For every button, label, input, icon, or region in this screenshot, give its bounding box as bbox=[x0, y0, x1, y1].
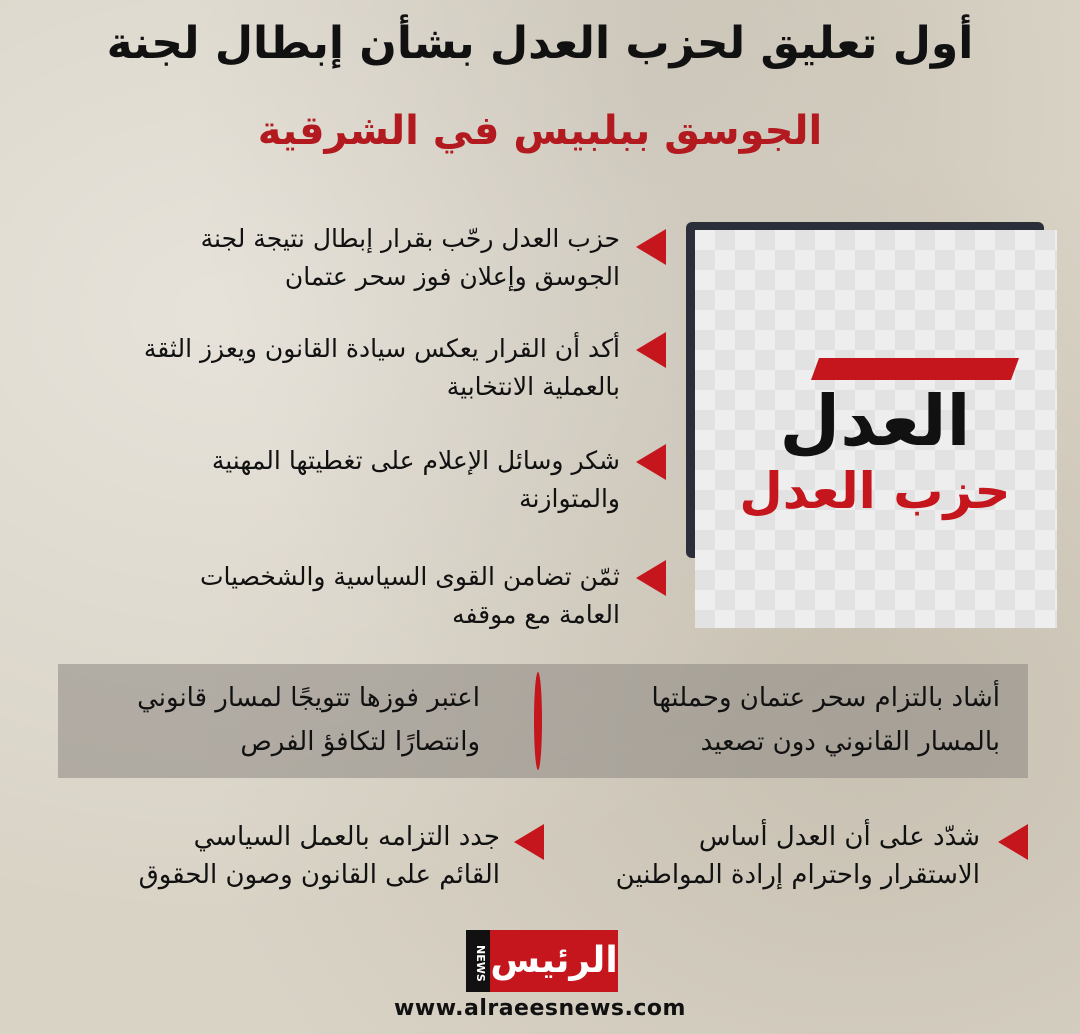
bullet-item bbox=[40, 442, 620, 518]
band-line: وانتصارًا لتكافؤ الفرص bbox=[240, 727, 480, 757]
bullet-line: شكر وسائل الإعلام على تغطيتها المهنية bbox=[211, 446, 620, 475]
bullet-line: ثمّن تضامن القوى السياسية والشخصيات bbox=[200, 562, 620, 591]
bullet-line: الجوسق وإعلان فوز سحر عتمان bbox=[284, 262, 620, 291]
bullet-arrow-icon bbox=[998, 824, 1028, 860]
bullet-item bbox=[560, 818, 980, 894]
bullet-arrow-icon bbox=[636, 332, 666, 368]
website-url: www.alraeesnews.com bbox=[394, 996, 686, 1021]
logo-party-name: حزب العدل bbox=[739, 462, 1011, 520]
band-divider bbox=[534, 672, 542, 770]
band-line: أشاد بالتزام سحر عتمان وحملتها bbox=[651, 683, 1000, 713]
bullet-item bbox=[40, 818, 500, 894]
bullet-arrow-icon bbox=[636, 229, 666, 265]
bullet-item bbox=[40, 220, 620, 296]
party-logo bbox=[695, 230, 1057, 628]
bullet-arrow-icon bbox=[636, 444, 666, 480]
bullet-line: القائم على القانون وصون الحقوق bbox=[138, 860, 500, 890]
band-line: بالمسار القانوني دون تصعيد bbox=[700, 727, 1000, 757]
band-left-text bbox=[70, 676, 480, 764]
brand-news-label: NEWS bbox=[474, 945, 487, 982]
page-subtitle: الجوسق ببلبيس في الشرقية bbox=[257, 108, 823, 154]
bullet-line: والمتوازنة bbox=[519, 484, 620, 513]
bullet-arrow-icon bbox=[514, 824, 544, 860]
band-right-text bbox=[560, 676, 1000, 764]
bullet-line: الاستقرار واحترام إرادة المواطنين bbox=[615, 860, 980, 890]
logo-red-accent bbox=[811, 358, 1019, 380]
bullet-line: شدّد على أن العدل أساس bbox=[698, 822, 980, 852]
logo-mark: العدل bbox=[779, 380, 971, 462]
bullet-line: جدد التزامه بالعمل السياسي bbox=[193, 822, 500, 852]
bullet-arrow-icon bbox=[636, 560, 666, 596]
bullet-line: حزب العدل رحّب بقرار إبطال نتيجة لجنة bbox=[200, 224, 620, 253]
bullet-item bbox=[40, 558, 620, 634]
bullet-item bbox=[30, 330, 620, 406]
bullet-line: أكد أن القرار يعكس سيادة القانون ويعزز الثقة bbox=[143, 334, 620, 363]
bullet-line: بالعملية الانتخابية bbox=[446, 372, 620, 401]
brand-logo: الرئيس bbox=[490, 930, 618, 992]
band-line: اعتبر فوزها تتويجًا لمسار قانوني bbox=[137, 683, 480, 713]
page-title: أول تعليق لحزب العدل بشأن إبطال لجنة bbox=[106, 18, 974, 69]
bullet-line: العامة مع موقفه bbox=[452, 600, 620, 629]
